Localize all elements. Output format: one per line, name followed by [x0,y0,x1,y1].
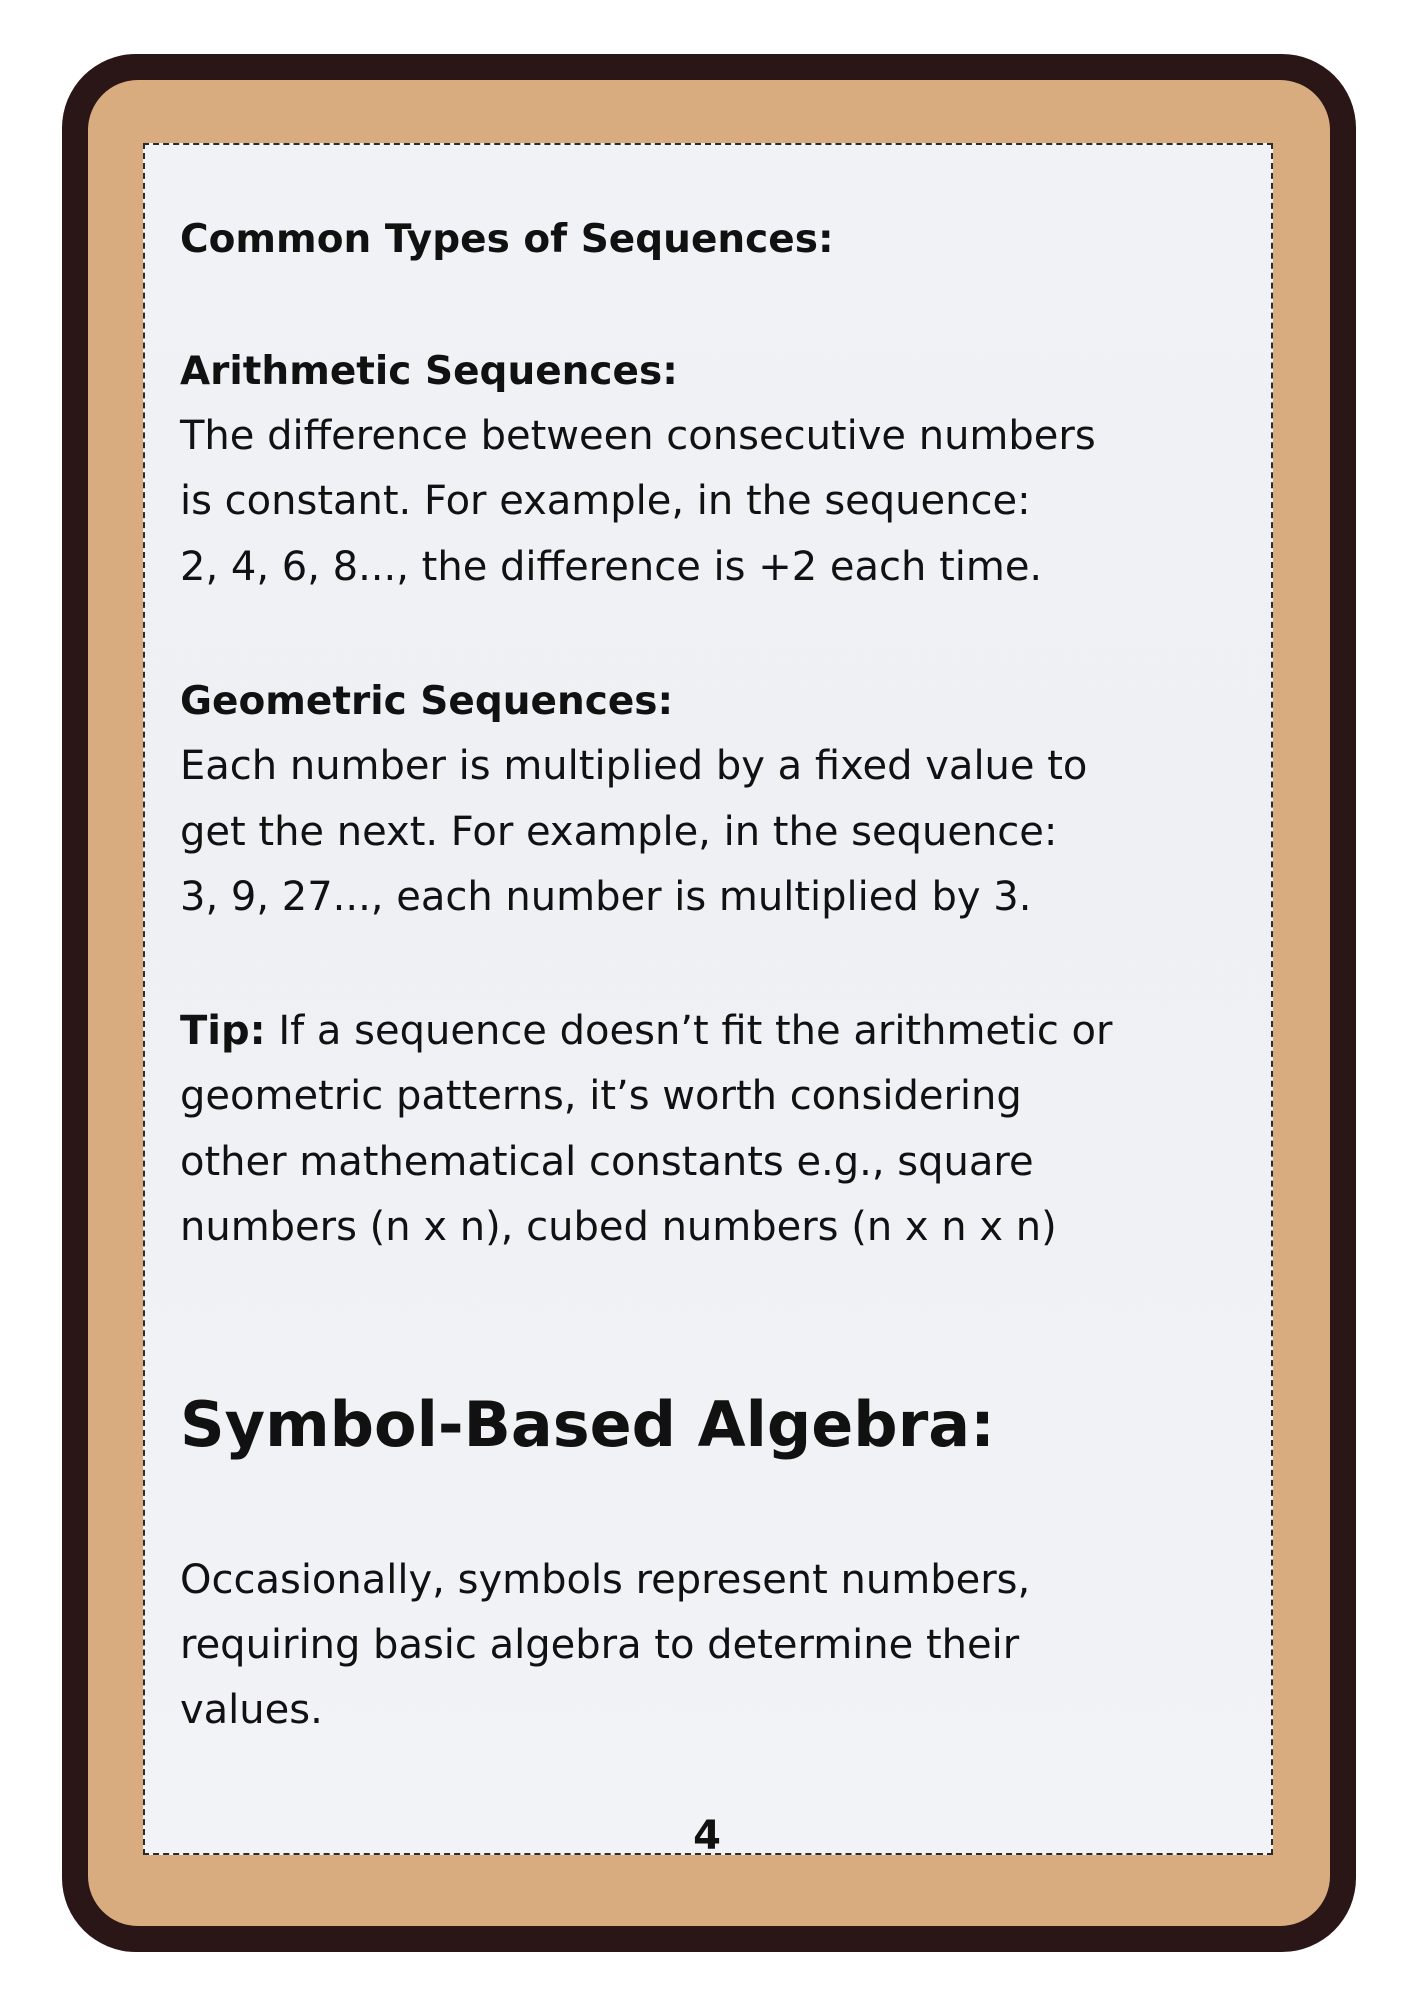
page-number: 4 [693,1813,721,1859]
arithmetic-heading: Arithmetic Sequences: [180,349,678,394]
arithmetic-line-2: is constant. For example, in the sequence: [180,478,1031,524]
tip-line-1-text: If a sequence doesn’t fit the arithmetic or [265,1008,1113,1054]
symbol-algebra-line-2: requiring basic algebra to determine their [180,1622,1020,1668]
tip-line-3: other mathematical constants e.g., square [180,1139,1034,1185]
section-heading-common-types: Common Types of Sequences: [180,217,834,262]
arithmetic-line-1: The difference between consecutive numbers [180,413,1096,459]
tip-line-1 [180,1007,1112,1055]
arithmetic-line-3: 2, 4, 6, 8..., the difference is +2 each time. [180,544,1043,590]
geometric-heading: Geometric Sequences: [180,679,674,724]
geometric-line-2: get the next. For example, in the sequence: [180,809,1058,855]
tip-label: Tip: [180,1008,266,1054]
tip-line-4: numbers (n x n), cubed numbers (n x n x n) [180,1204,1057,1250]
tip-line-2: geometric patterns, it’s worth considering [180,1073,1022,1119]
symbol-algebra-line-3: values. [180,1687,323,1733]
symbol-algebra-line-1: Occasionally, symbols represent numbers, [180,1557,1031,1603]
geometric-line-1: Each number is multiplied by a fixed value to [180,743,1088,789]
symbol-algebra-heading: Symbol-Based Algebra: [180,1388,995,1461]
geometric-line-3: 3, 9, 27..., each number is multiplied by 3. [180,874,1032,920]
